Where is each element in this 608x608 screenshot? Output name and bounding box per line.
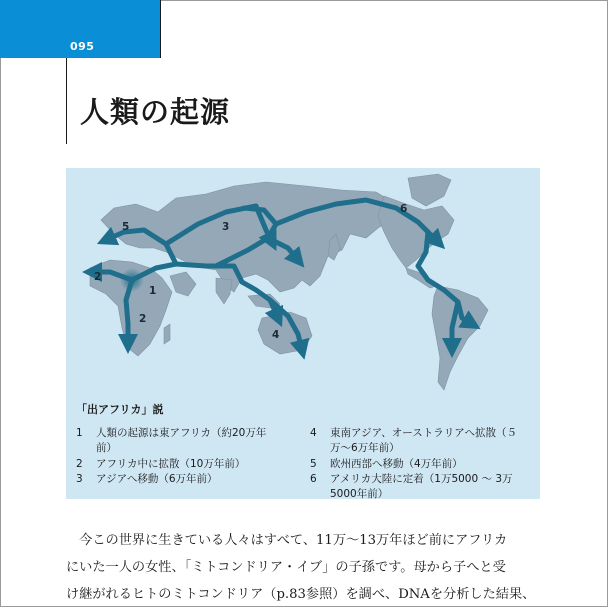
greenland-landmass xyxy=(408,174,451,206)
legend-number: 6 xyxy=(310,473,317,485)
legend-text: アフリカ中に拡散（10万年前） xyxy=(96,458,246,470)
page-title: 人類の起源 xyxy=(80,95,231,129)
body-text xyxy=(66,527,540,608)
legend-item-2 xyxy=(76,457,296,472)
legend-text: 欧州西部へ移動（4万年前） xyxy=(330,458,463,470)
route-label-3: 3 xyxy=(222,221,230,233)
body-line-3: け継がれるヒトのミトコンドリア（p.83参照）を調べ、DNAを分析した結果、 xyxy=(66,587,536,602)
legend-item-3 xyxy=(76,472,296,487)
india-landmass xyxy=(216,278,232,304)
route-label-6: 6 xyxy=(400,203,408,215)
world-migration-map xyxy=(66,168,540,396)
legend-item-1 xyxy=(76,426,296,456)
legend-text: 東南アジア、オーストラリアへ拡散（５ 万～6万年前） xyxy=(330,427,518,454)
legend-number: 5 xyxy=(310,458,317,470)
route-label-2-south: 2 xyxy=(139,313,147,325)
legend-text: アメリカ大陸に定着（1万5000 ～ 3万 5000年前） xyxy=(330,473,513,500)
legend-number: 1 xyxy=(76,427,83,439)
legend-text: 人類の起源は東アフリカ（約20万年 前） xyxy=(96,427,267,454)
legend-number: 4 xyxy=(310,427,317,439)
legend-title: 「出アフリカ」説 xyxy=(76,403,164,416)
route-label-5: 5 xyxy=(122,221,130,233)
body-line-2: にいた一人の女性、「ミトコンドリア・イブ」の子孫です。母から子へと受 xyxy=(66,560,506,575)
madagascar-landmass xyxy=(164,324,170,344)
arabia-landmass xyxy=(170,272,196,296)
header-divider xyxy=(160,0,161,58)
page-number-tab xyxy=(0,0,160,58)
body-line-1: 今この世界に生きている人々はすべて、11万～13万年ほど前にアフリカ xyxy=(66,533,508,548)
route-label-2-west: 2 xyxy=(94,271,102,283)
title-rule xyxy=(66,58,67,144)
route-label-4: 4 xyxy=(272,329,280,341)
migration-figure xyxy=(66,168,540,499)
legend-item-4 xyxy=(310,426,536,456)
legend-text: アジアへ移動（6万年前） xyxy=(96,473,218,485)
route-label-1: 1 xyxy=(149,285,157,297)
legend-item-6 xyxy=(310,472,536,502)
page-number: 095 xyxy=(70,40,95,53)
legend-item-5 xyxy=(310,457,536,472)
legend-number: 3 xyxy=(76,473,83,485)
legend-number: 2 xyxy=(76,458,83,470)
